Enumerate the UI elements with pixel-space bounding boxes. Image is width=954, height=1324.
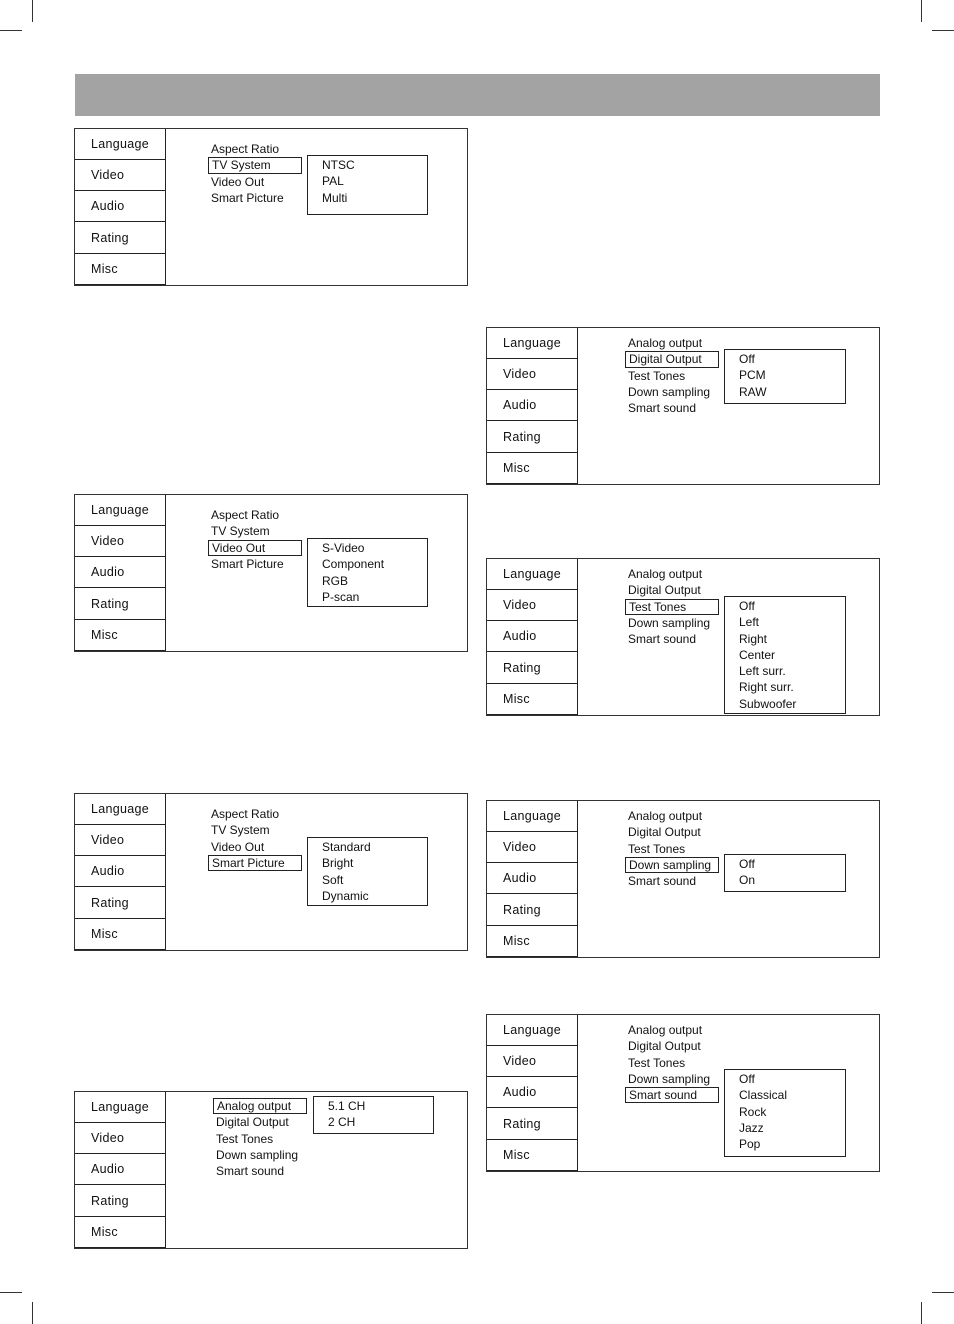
tab-audio[interactable]: Audio <box>487 863 578 894</box>
option-soft[interactable]: Soft <box>322 872 344 887</box>
option-standard[interactable]: Standard <box>322 840 371 854</box>
menu-item-test-tones[interactable]: Test Tones <box>628 368 686 383</box>
tab-rating[interactable]: Rating <box>75 223 166 254</box>
option-off[interactable]: Off <box>739 599 755 613</box>
option-left-surr-[interactable]: Left surr. <box>739 664 786 679</box>
option-raw[interactable]: RAW <box>739 384 767 399</box>
tab-rating[interactable]: Rating <box>487 653 578 684</box>
option-classical[interactable]: Classical <box>739 1088 788 1103</box>
tab-video[interactable]: Video <box>487 1046 578 1077</box>
menu-item-smart-sound[interactable]: Smart sound <box>628 874 697 889</box>
menu-item-down-sampling[interactable]: Down sampling <box>628 384 711 399</box>
menu-item-digital-output[interactable]: Digital Output <box>628 1039 701 1054</box>
menu-panel-tv-system <box>74 128 468 286</box>
tab-audio[interactable]: Audio <box>487 621 578 652</box>
crop-mark <box>932 1292 954 1293</box>
submenu-options <box>724 854 846 892</box>
tab-audio[interactable]: Audio <box>487 390 578 421</box>
option-off[interactable]: Off <box>739 1072 755 1086</box>
menu-item-smart-sound[interactable]: Smart sound <box>628 401 697 416</box>
menu-item-aspect-ratio[interactable]: Aspect Ratio <box>211 807 280 821</box>
tab-language[interactable]: Language <box>75 495 166 526</box>
tab-language[interactable]: Language <box>487 801 578 832</box>
tab-misc[interactable]: Misc <box>487 1140 578 1171</box>
tab-misc[interactable]: Misc <box>75 1217 166 1248</box>
menu-item-smart-sound[interactable]: Smart sound <box>625 1087 719 1103</box>
crop-mark <box>32 1302 33 1324</box>
option-p-scan[interactable]: P-scan <box>322 589 360 604</box>
submenu-options <box>307 538 428 607</box>
menu-items <box>625 1022 719 1103</box>
tab-language[interactable]: Language <box>75 129 166 160</box>
option-5-1-ch[interactable]: 5.1 CH <box>328 1099 366 1113</box>
crop-mark <box>932 30 954 31</box>
option-dynamic[interactable]: Dynamic <box>322 888 369 903</box>
tab-audio[interactable]: Audio <box>75 1154 166 1185</box>
menu-item-video-out[interactable]: Video Out <box>211 839 265 854</box>
tab-audio[interactable]: Audio <box>75 191 166 222</box>
menu-item-smart-picture[interactable]: Smart Picture <box>211 556 284 571</box>
tab-audio[interactable]: Audio <box>75 856 166 887</box>
menu-item-down-sampling[interactable]: Down sampling <box>628 1071 711 1086</box>
option-component[interactable]: Component <box>322 557 385 572</box>
menu-item-video-out[interactable]: Video Out <box>211 174 265 189</box>
menu-item-analog-output[interactable]: Analog output <box>628 1023 703 1037</box>
crop-mark <box>921 0 922 22</box>
menu-item-analog-output[interactable]: Analog output <box>628 809 703 823</box>
option-rock[interactable]: Rock <box>739 1104 767 1119</box>
option-pop[interactable]: Pop <box>739 1137 761 1152</box>
tab-language[interactable]: Language <box>75 794 166 825</box>
option-jazz[interactable]: Jazz <box>739 1120 764 1135</box>
tab-audio[interactable]: Audio <box>487 1077 578 1108</box>
option-left[interactable]: Left <box>739 615 760 630</box>
tab-video[interactable]: Video <box>75 526 166 557</box>
tab-misc[interactable]: Misc <box>487 926 578 957</box>
menu-tabs <box>487 1015 578 1171</box>
tab-rating[interactable]: Rating <box>75 589 166 620</box>
menu-items <box>208 141 302 206</box>
submenu-options <box>307 837 428 906</box>
menu-item-video-out[interactable]: Video Out <box>208 540 302 556</box>
menu-item-analog-output[interactable]: Analog output <box>628 336 703 350</box>
crop-mark <box>0 1292 22 1293</box>
option-multi[interactable]: Multi <box>322 190 348 205</box>
crop-mark <box>32 0 33 22</box>
tab-misc[interactable]: Misc <box>75 919 166 950</box>
menu-item-tv-system[interactable]: TV System <box>211 524 270 539</box>
submenu-options <box>724 596 846 714</box>
menu-tabs <box>487 559 578 715</box>
menu-panel-smart-picture <box>74 793 468 951</box>
menu-panel-analog-output <box>74 1091 468 1249</box>
submenu-options <box>307 155 428 215</box>
tab-audio[interactable]: Audio <box>75 557 166 588</box>
menu-tabs <box>75 129 166 285</box>
menu-item-aspect-ratio[interactable]: Aspect Ratio <box>211 142 280 156</box>
option-right[interactable]: Right <box>739 631 768 646</box>
tab-language[interactable]: Language <box>487 328 578 359</box>
submenu-options <box>313 1096 434 1134</box>
menu-item-digital-output[interactable]: Digital Output <box>628 583 701 598</box>
tab-misc[interactable]: Misc <box>487 453 578 484</box>
menu-item-test-tones[interactable]: Test Tones <box>216 1131 274 1146</box>
menu-item-analog-output[interactable]: Analog output <box>628 567 703 581</box>
option-pal[interactable]: PAL <box>322 174 344 189</box>
option-s-video[interactable]: S-Video <box>322 541 365 555</box>
menu-tabs <box>487 328 578 484</box>
menu-tabs <box>75 794 166 950</box>
option-on[interactable]: On <box>739 873 756 888</box>
menu-item-digital-output[interactable]: Digital Output <box>625 351 719 367</box>
menu-panel-down-sampling <box>486 800 880 958</box>
menu-panel-video-out <box>74 494 468 652</box>
menu-item-smart-picture[interactable]: Smart Picture <box>211 190 284 205</box>
menu-item-smart-sound[interactable]: Smart sound <box>216 1164 285 1179</box>
option-subwoofer[interactable]: Subwoofer <box>739 696 797 711</box>
menu-item-smart-sound[interactable]: Smart sound <box>628 632 697 647</box>
tab-video[interactable]: Video <box>75 1123 166 1154</box>
menu-item-digital-output[interactable]: Digital Output <box>628 825 701 840</box>
option-off[interactable]: Off <box>739 857 755 871</box>
menu-panel-digital-output <box>486 327 880 485</box>
menu-tabs <box>487 801 578 957</box>
option-center[interactable]: Center <box>739 647 776 662</box>
menu-item-smart-picture[interactable]: Smart Picture <box>208 855 302 871</box>
menu-item-down-sampling[interactable]: Down sampling <box>628 615 711 630</box>
tab-rating[interactable]: Rating <box>487 1109 578 1140</box>
tab-rating[interactable]: Rating <box>487 895 578 926</box>
tab-rating[interactable]: Rating <box>75 888 166 919</box>
menu-item-aspect-ratio[interactable]: Aspect Ratio <box>211 508 280 522</box>
option-bright[interactable]: Bright <box>322 856 354 871</box>
menu-tabs <box>75 495 166 651</box>
menu-item-down-sampling[interactable]: Down sampling <box>216 1147 299 1162</box>
menu-tabs <box>75 1092 166 1248</box>
tab-video[interactable]: Video <box>487 590 578 621</box>
tab-misc[interactable]: Misc <box>75 620 166 651</box>
menu-items <box>213 1098 307 1179</box>
header-bar <box>75 74 880 116</box>
menu-items <box>625 808 719 889</box>
option-pcm[interactable]: PCM <box>739 368 766 383</box>
menu-items <box>625 566 719 647</box>
tab-misc[interactable]: Misc <box>75 254 166 285</box>
crop-mark <box>921 1302 922 1324</box>
tab-rating[interactable]: Rating <box>487 422 578 453</box>
menu-panel-test-tones <box>486 558 880 716</box>
option-off[interactable]: Off <box>739 352 755 366</box>
tab-language[interactable]: Language <box>487 559 578 590</box>
menu-item-test-tones[interactable]: Test Tones <box>625 599 719 615</box>
option-ntsc[interactable]: NTSC <box>322 158 355 172</box>
menu-item-analog-output[interactable]: Analog output <box>213 1098 307 1114</box>
tab-language[interactable]: Language <box>487 1015 578 1046</box>
tab-video[interactable]: Video <box>75 825 166 856</box>
menu-item-test-tones[interactable]: Test Tones <box>628 841 686 856</box>
menu-item-digital-output[interactable]: Digital Output <box>216 1115 289 1130</box>
option-2-ch[interactable]: 2 CH <box>328 1115 356 1130</box>
menu-items <box>208 806 302 871</box>
menu-panel-smart-sound <box>486 1014 880 1172</box>
menu-item-tv-system[interactable]: TV System <box>211 823 270 838</box>
tab-video[interactable]: Video <box>487 832 578 863</box>
tab-rating[interactable]: Rating <box>75 1186 166 1217</box>
submenu-options <box>724 349 846 404</box>
crop-mark <box>0 30 22 31</box>
tab-video[interactable]: Video <box>487 359 578 390</box>
submenu-options <box>724 1069 846 1157</box>
tab-video[interactable]: Video <box>75 160 166 191</box>
option-right-surr-[interactable]: Right surr. <box>739 680 794 695</box>
menu-items <box>625 335 719 416</box>
menu-items <box>208 507 302 572</box>
tab-misc[interactable]: Misc <box>487 684 578 715</box>
menu-item-down-sampling[interactable]: Down sampling <box>625 857 719 873</box>
option-rgb[interactable]: RGB <box>322 573 349 588</box>
menu-item-tv-system[interactable]: TV System <box>208 157 302 173</box>
tab-language[interactable]: Language <box>75 1092 166 1123</box>
menu-item-test-tones[interactable]: Test Tones <box>628 1055 686 1070</box>
